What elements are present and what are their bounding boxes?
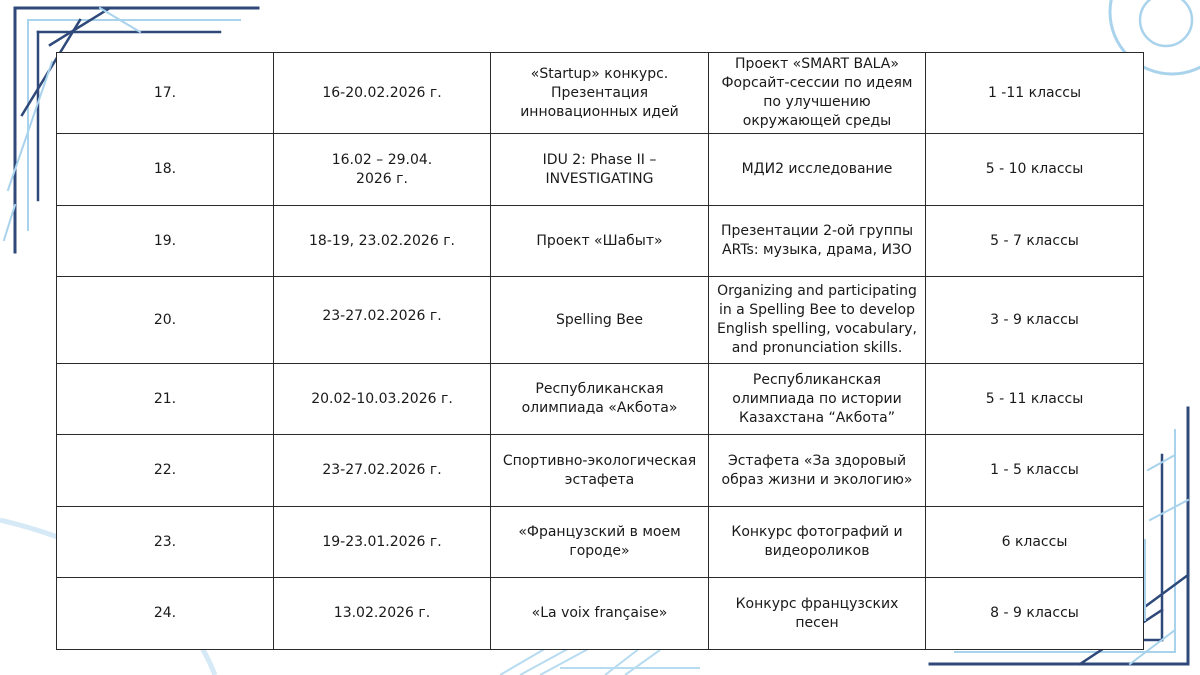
event-date-line: 16.02 – 29.04. — [331, 151, 433, 168]
event-date: 23-27.02.2026 г. — [274, 435, 491, 507]
event-title: «La voix française» — [491, 578, 709, 650]
row-number: 24. — [57, 578, 274, 650]
event-grades: 5 - 10 классы — [926, 134, 1144, 206]
event-title: Проект «Шабыт» — [491, 206, 709, 277]
event-grades: 5 - 7 классы — [926, 206, 1144, 277]
row-number: 19. — [57, 206, 274, 277]
event-description: МДИ2 исследование — [709, 134, 926, 206]
table-row — [57, 206, 1144, 277]
event-date-line: 2026 г. — [356, 170, 408, 187]
row-number: 20. — [57, 277, 274, 364]
event-grades: 1 - 5 классы — [926, 435, 1144, 507]
event-date: 18-19, 23.02.2026 г. — [274, 206, 491, 277]
event-title-line: «Startup» конкурс. — [530, 65, 669, 82]
event-title: Спортивно-экологическая эстафета — [491, 435, 709, 507]
row-number: 17. — [57, 53, 274, 134]
event-date: 23-27.02.2026 г. — [274, 277, 491, 364]
event-description: Презентации 2-ой группы ARTs: музыка, драма, ИЗО — [709, 206, 926, 277]
row-number: 21. — [57, 364, 274, 435]
event-date: 19-23.01.2026 г. — [274, 507, 491, 578]
event-title: Республиканская олимпиада «Акбота» — [491, 364, 709, 435]
event-description: Конкурс фотографий и видеороликов — [709, 507, 926, 578]
event-grades: 1 -11 классы — [926, 53, 1144, 134]
row-number: 22. — [57, 435, 274, 507]
event-description-line: Форсайт-сессии по идеям по улучшению окружающей среды — [721, 75, 913, 130]
table-row — [57, 435, 1144, 507]
table-row — [57, 277, 1144, 364]
table-row — [57, 364, 1144, 435]
event-date: 16-20.02.2026 г. — [274, 53, 491, 134]
event-date: 20.02-10.03.2026 г. — [274, 364, 491, 435]
event-description: Organizing and participating in a Spelling Bee to develop English spelling, vocabulary, and pronunciation skills. — [709, 277, 926, 364]
event-description: Конкурс французских песен — [709, 578, 926, 650]
event-grades: 3 - 9 классы — [926, 277, 1144, 364]
event-date: 13.02.2026 г. — [274, 578, 491, 650]
event-title-line: Презентация инновационных идей — [520, 84, 679, 120]
table-row — [57, 578, 1144, 650]
event-description-line: Проект «SMART BALA» — [735, 56, 899, 72]
event-description — [709, 53, 926, 134]
event-grades: 6 классы — [926, 507, 1144, 578]
event-title: «Французский в моем городе» — [491, 507, 709, 578]
event-title: Spelling Bee — [491, 277, 709, 364]
table-row — [57, 507, 1144, 578]
table-row — [57, 53, 1144, 134]
events-table — [56, 52, 1144, 650]
table-row — [57, 134, 1144, 206]
event-title — [491, 53, 709, 134]
row-number: 23. — [57, 507, 274, 578]
event-description: Республиканская олимпиада по истории Казахстана “Акбота” — [709, 364, 926, 435]
event-grades: 8 - 9 классы — [926, 578, 1144, 650]
event-date — [274, 134, 491, 206]
event-description: Эстафета «За здоровый образ жизни и экологию» — [709, 435, 926, 507]
row-number: 18. — [57, 134, 274, 206]
event-title: IDU 2: Phase II – INVESTIGATING — [491, 134, 709, 206]
event-grades: 5 - 11 классы — [926, 364, 1144, 435]
